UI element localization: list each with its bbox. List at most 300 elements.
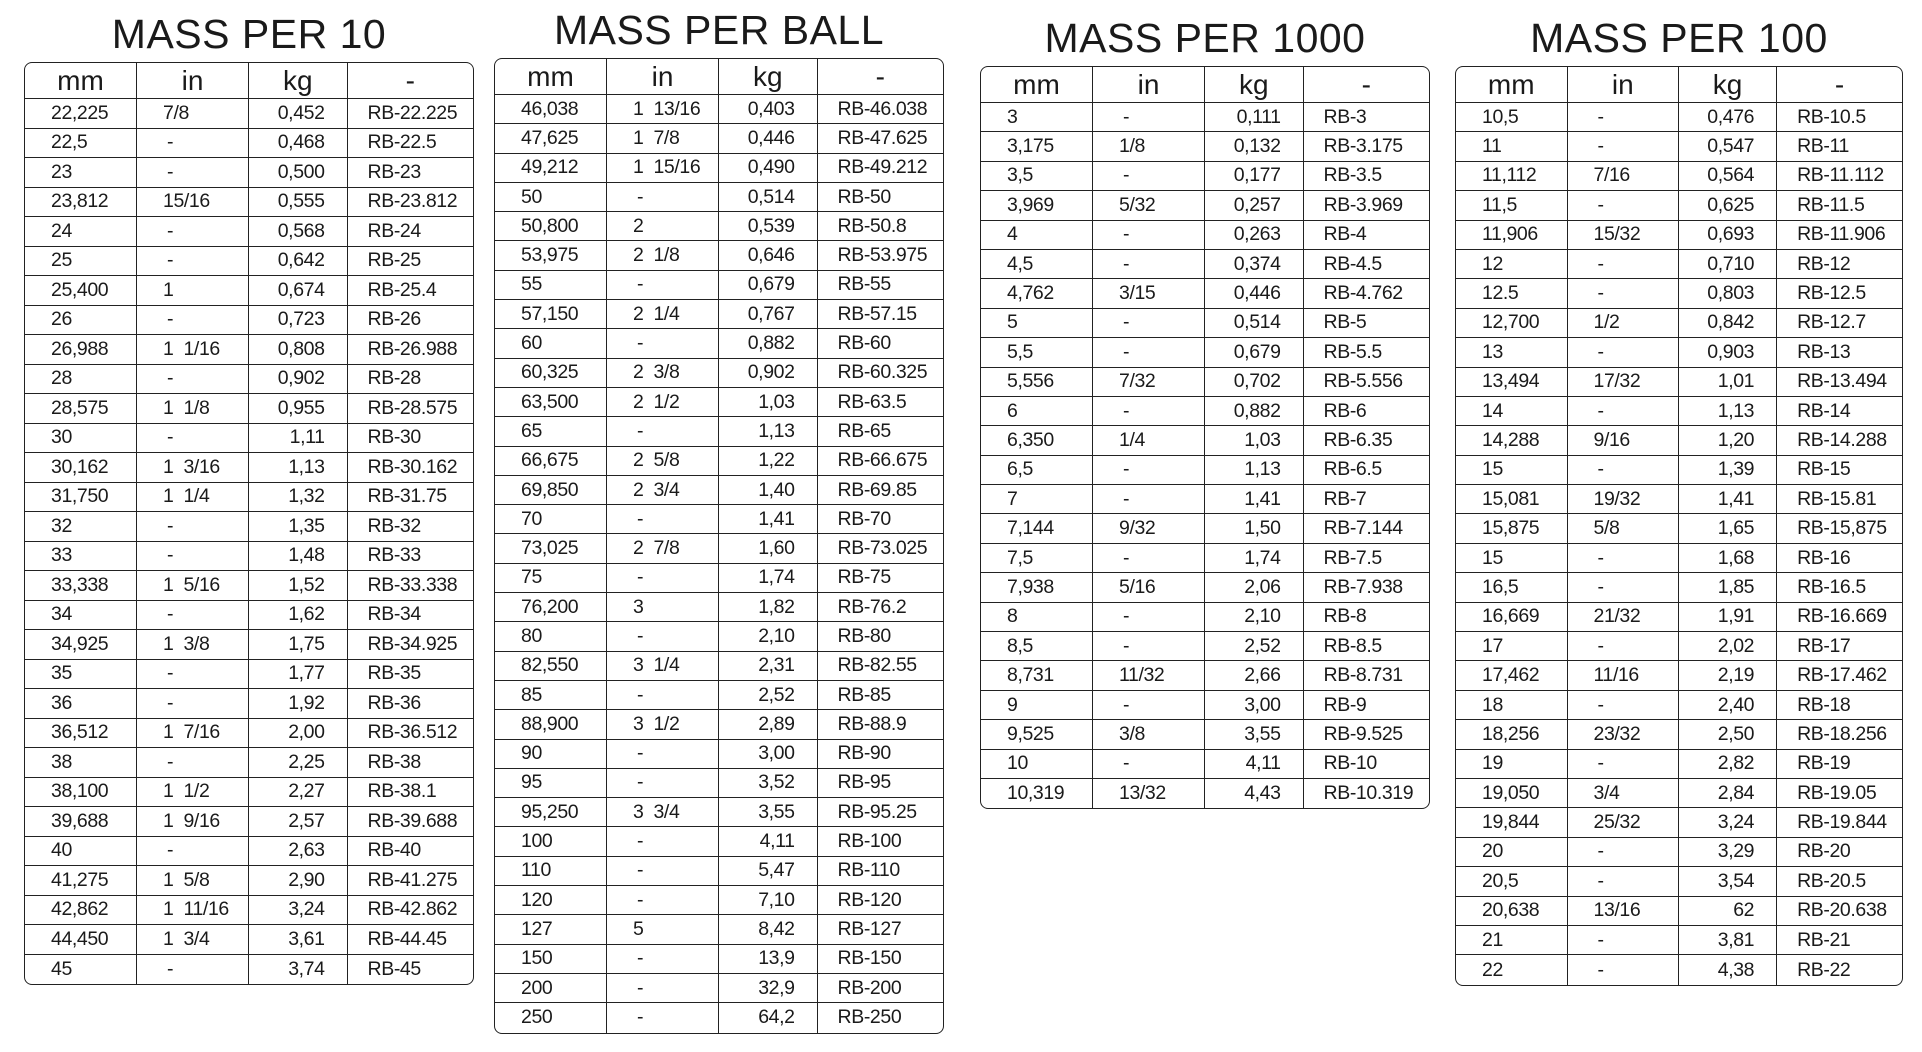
cell-mm: 11,5 [1456,191,1568,219]
cell-mm: 26 [25,306,137,335]
table-row [495,622,943,651]
cell-in: - [607,622,719,650]
cell-code: RB-38.1 [367,780,437,803]
cell-code: RB-7.144 [1323,517,1403,540]
cell-kg: 2,10 [719,622,818,650]
cell-in: 1/2 [1568,309,1680,337]
table-row [1456,103,1902,132]
table-row [981,720,1429,749]
cell-kg: 0,555 [249,188,348,217]
cell-mm: 3,5 [981,162,1093,190]
cell-kg: 3,24 [249,896,348,925]
cell-in: - [1568,691,1680,719]
cell-in: 1/4 [1093,426,1205,454]
cell-code: RB-9.525 [1323,722,1403,745]
cell-mm: 10,5 [1456,103,1568,131]
cell-code: RB-73.025 [837,537,928,560]
cell-code: RB-85 [837,683,891,706]
cell-kg: 1,77 [249,660,348,689]
table-row [1456,279,1902,308]
panel-mass-per-100 [1455,10,1903,986]
cell-mm: 88,900 [495,710,607,738]
cell-in: 5/16 [1093,573,1205,601]
cell-mm: 60 [495,329,607,357]
table-row [1456,485,1902,514]
table-row [1456,573,1902,602]
table-row [25,306,473,336]
cell-code: RB-60 [837,332,891,355]
cell-code: RB-6.35 [1323,428,1393,451]
cell-mm: 46,038 [495,95,607,123]
table-row [25,542,473,572]
cell-in: 1 5/16 [137,571,249,600]
cell-mm: 5 [981,309,1093,337]
cell-in: 15/16 [137,188,249,217]
panel-title: MASS PER 1000 [1044,15,1366,61]
cell-kg: 0,693 [1679,221,1777,249]
cell-in: - [607,886,719,914]
cell-in: 1 [137,276,249,305]
cell-in: - [137,306,249,335]
cell-code: RB-15.81 [1797,487,1877,510]
cell-in: 1 7/16 [137,719,249,748]
cell-mm: 4,762 [981,279,1093,307]
cell-kg: 5,47 [719,857,818,885]
cell-in: - [137,689,249,718]
cell-in: - [1568,397,1680,425]
cell-in: 5 [607,915,719,943]
cell-kg: 0,452 [249,99,348,128]
table-row [25,188,473,218]
cell-kg: 1,41 [1679,485,1777,513]
cell-code: RB-11.112 [1797,164,1884,187]
column-header-kg: kg [1679,67,1777,102]
table-row [1456,720,1902,749]
cell-in: 19/32 [1568,485,1680,513]
cell-kg: 1,68 [1679,544,1777,572]
cell-kg: 7,10 [719,886,818,914]
cell-mm: 41,275 [25,866,137,895]
cell-code: RB-95 [837,771,891,794]
cell-code: RB-57.15 [837,302,917,325]
table-row [1456,867,1902,896]
table-row [981,250,1429,279]
cell-mm: 38 [25,748,137,777]
cell-in: 1/8 [1093,132,1205,160]
cell-mm: 36,512 [25,719,137,748]
cell-mm: 24 [25,217,137,246]
cell-mm: 20,5 [1456,867,1568,895]
cell-code: RB-5 [1323,311,1367,334]
cell-in: - [137,512,249,541]
table-row [495,1003,943,1032]
cell-kg: 0,564 [1679,162,1777,190]
table-row [981,603,1429,632]
table-row [25,719,473,749]
cell-in: 17/32 [1568,368,1680,396]
cell-in: - [1568,338,1680,366]
cell-code: RB-3.969 [1323,193,1403,216]
cell-mm: 12 [1456,250,1568,278]
cell-code: RB-3.175 [1323,135,1403,158]
table-row [1456,603,1902,632]
cell-kg: 3,24 [1679,808,1777,836]
cell-kg: 0,702 [1205,368,1304,396]
cell-code: RB-6 [1323,399,1367,422]
cell-kg: 2,57 [249,807,348,836]
cell-code: RB-33 [367,544,421,567]
table-row [981,426,1429,455]
cell-mm: 82,550 [495,652,607,680]
cell-in: - [1093,691,1205,719]
cell-code: RB-70 [837,507,891,530]
cell-code: RB-13.494 [1797,370,1887,393]
cell-mm: 34 [25,601,137,630]
table-row [495,212,943,241]
cell-kg: 2,31 [719,652,818,680]
cell-kg: 1,39 [1679,456,1777,484]
cell-in: - [1568,250,1680,278]
cell-code: RB-44.45 [367,927,447,950]
cell-mm: 53,975 [495,241,607,269]
cell-in: 15/32 [1568,221,1680,249]
cell-code: RB-10.5 [1797,105,1866,128]
cell-kg: 0,674 [249,276,348,305]
cell-kg: 2,66 [1205,661,1304,689]
table-row [1456,426,1902,455]
table-row [495,681,943,710]
table-row [495,329,943,358]
column-header-mm: mm [25,63,137,98]
column-header-kg: kg [249,63,348,98]
cell-in: 9/16 [1568,426,1680,454]
cell-kg: 1,92 [249,689,348,718]
cell-mm: 25 [25,247,137,276]
cell-mm: 3,175 [981,132,1093,160]
table-header-row [1456,67,1902,103]
cell-in: 2 5/8 [607,447,719,475]
cell-in: 2 3/4 [607,476,719,504]
cell-mm: 18,256 [1456,720,1568,748]
cell-kg: 1,75 [249,630,348,659]
cell-code: RB-75 [837,566,891,589]
cell-kg: 1,11 [249,424,348,453]
cell-mm: 15 [1456,544,1568,572]
cell-mm: 100 [495,827,607,855]
cell-mm: 3,969 [981,191,1093,219]
cell-kg: 0,568 [249,217,348,246]
cell-mm: 15 [1456,456,1568,484]
cell-mm: 7,5 [981,544,1093,572]
cell-mm: 28,575 [25,394,137,423]
cell-in: 7/16 [1568,162,1680,190]
table-row [495,476,943,505]
cell-in: - [607,740,719,768]
table-row [1456,309,1902,338]
table-row [981,691,1429,720]
cell-code: RB-4 [1323,223,1367,246]
cell-mm: 70 [495,505,607,533]
cell-mm: 250 [495,1003,607,1032]
table-row [25,158,473,188]
cell-code: RB-41.275 [367,868,458,891]
cell-mm: 23 [25,158,137,187]
cell-mm: 23,812 [25,188,137,217]
cell-code: RB-12.7 [1797,311,1866,334]
table-row [495,534,943,563]
cell-code: RB-8 [1323,605,1367,628]
cell-in: 1 7/8 [607,124,719,152]
cell-code: RB-22.225 [367,101,458,124]
cell-in: 7/8 [137,99,249,128]
cell-kg: 0,257 [1205,191,1304,219]
cell-in: - [1568,279,1680,307]
cell-kg: 4,43 [1205,779,1304,808]
column-header-mm: mm [495,59,607,94]
table-row [981,632,1429,661]
cell-kg: 1,82 [719,593,818,621]
cell-kg: 0,642 [249,247,348,276]
cell-kg: 2,52 [719,681,818,709]
cell-in: - [607,329,719,357]
cell-code: RB-22.5 [367,131,437,154]
cell-code: RB-26.988 [367,337,458,360]
table-row [495,593,943,622]
cell-code: RB-63.5 [837,390,907,413]
cell-mm: 12,700 [1456,309,1568,337]
cell-code: RB-25 [367,249,421,272]
table-row [981,779,1429,808]
cell-in: 1 3/4 [137,925,249,954]
cell-kg: 2,10 [1205,603,1304,631]
cell-in: 3/15 [1093,279,1205,307]
table-row [25,955,473,985]
cell-mm: 95,250 [495,798,607,826]
cell-mm: 18 [1456,691,1568,719]
cell-mm: 6,350 [981,426,1093,454]
cell-mm: 8,731 [981,661,1093,689]
cell-in: - [137,247,249,276]
cell-in: - [1568,103,1680,131]
table-row [25,689,473,719]
cell-mm: 20 [1456,838,1568,866]
cell-kg: 2,00 [249,719,348,748]
table-row [25,866,473,896]
cell-code: RB-120 [837,888,902,911]
cell-kg: 2,25 [249,748,348,777]
cell-kg: 8,42 [719,915,818,943]
cell-code: RB-10.319 [1323,782,1414,805]
cell-kg: 1,62 [249,601,348,630]
table-row [25,424,473,454]
cell-in: 25/32 [1568,808,1680,836]
cell-mm: 110 [495,857,607,885]
cell-code: RB-50 [837,185,891,208]
cell-kg: 2,90 [249,866,348,895]
cell-kg: 0,710 [1679,250,1777,278]
cell-in: - [137,158,249,187]
cell-in: 13/16 [1568,897,1680,925]
cell-mm: 7,144 [981,514,1093,542]
cell-kg: 32,9 [719,974,818,1002]
cell-code: RB-25.4 [367,278,437,301]
table-row [495,271,943,300]
cell-code: RB-8.5 [1323,634,1382,657]
cell-in: 3/8 [1093,720,1205,748]
table-row [981,162,1429,191]
cell-kg: 0,446 [719,124,818,152]
cell-code: RB-82.55 [837,654,917,677]
table-row [1456,691,1902,720]
cell-mm: 33,338 [25,571,137,600]
cell-mm: 34,925 [25,630,137,659]
cell-code: RB-53.975 [837,244,928,267]
cell-in: 2 3/8 [607,359,719,387]
cell-in: 1 11/16 [137,896,249,925]
cell-mm: 19 [1456,750,1568,778]
cell-mm: 66,675 [495,447,607,475]
cell-code: RB-66.675 [837,449,928,472]
cell-mm: 15,081 [1456,485,1568,513]
cell-kg: 0,955 [249,394,348,423]
table-row [495,95,943,124]
table-row [981,279,1429,308]
cell-code: RB-20 [1797,840,1851,863]
cell-code: RB-55 [837,273,891,296]
cell-mm: 7 [981,485,1093,513]
cell-kg: 0,539 [719,212,818,240]
mass-table [1455,66,1903,986]
cell-mm: 69,850 [495,476,607,504]
panel-title: MASS PER BALL [553,7,885,53]
cell-kg: 0,646 [719,241,818,269]
cell-in: 1 1/4 [137,483,249,512]
column-header-in: in [1568,67,1680,102]
cell-in: - [1568,926,1680,954]
cell-mm: 11 [1456,132,1568,160]
cell-kg: 1,85 [1679,573,1777,601]
cell-in: 5/8 [1568,514,1680,542]
table-header-row [25,63,473,99]
cell-in: - [1568,750,1680,778]
cell-mm: 10,319 [981,779,1093,808]
cell-kg: 0,514 [1205,309,1304,337]
cell-code: RB-3 [1323,105,1367,128]
cell-kg: 0,842 [1679,309,1777,337]
cell-code: RB-80 [837,624,891,647]
cell-mm: 12.5 [1456,279,1568,307]
table-row [1456,250,1902,279]
table-row [1456,456,1902,485]
cell-in: - [607,505,719,533]
cell-in: - [137,601,249,630]
cell-code: RB-4.762 [1323,282,1403,305]
cell-kg: 3,52 [719,769,818,797]
cell-code: RB-19 [1797,752,1851,775]
cell-kg: 3,00 [1205,691,1304,719]
cell-kg: 3,61 [249,925,348,954]
table-row [981,221,1429,250]
panel-mass-per-10 [24,6,474,985]
cell-mm: 150 [495,945,607,973]
column-header-code: - [1834,68,1845,100]
panel-title: MASS PER 100 [1530,15,1828,61]
cell-code: RB-20.5 [1797,869,1866,892]
table-row [25,129,473,159]
cell-code: RB-4.5 [1323,252,1382,275]
cell-kg: 1,13 [249,453,348,482]
cell-in: - [1568,838,1680,866]
cell-code: RB-150 [837,947,902,970]
cell-kg: 1,40 [719,476,818,504]
cell-kg: 3,55 [1205,720,1304,748]
cell-mm: 25,400 [25,276,137,305]
cell-in: 2 [607,212,719,240]
table-row [981,309,1429,338]
panel-mass-per-1000 [980,10,1430,809]
cell-kg: 1,03 [719,388,818,416]
table-row [1456,632,1902,661]
table-row [495,974,943,1003]
cell-mm: 20,638 [1456,897,1568,925]
cell-code: RB-7.5 [1323,546,1382,569]
mass-table [494,58,944,1034]
cell-kg: 0,767 [719,300,818,328]
cell-mm: 49,212 [495,154,607,182]
cell-in: 1 13/16 [607,95,719,123]
table-row [1456,191,1902,220]
table-row [1456,368,1902,397]
cell-code: RB-26 [367,308,421,331]
cell-code: RB-40 [367,839,421,862]
cell-mm: 8,5 [981,632,1093,660]
cell-kg: 0,882 [1205,397,1304,425]
cell-code: RB-16.5 [1797,575,1866,598]
cell-code: RB-17 [1797,634,1851,657]
table-row [25,925,473,955]
cell-kg: 2,50 [1679,720,1777,748]
cell-in: 5/32 [1093,191,1205,219]
cell-in: - [1093,338,1205,366]
column-header-in: in [137,63,249,98]
cell-mm: 57,150 [495,300,607,328]
cell-kg: 2,02 [1679,632,1777,660]
cell-kg: 1,74 [719,564,818,592]
table-row [25,335,473,365]
cell-in: 1 15/16 [607,154,719,182]
cell-in: - [137,542,249,571]
cell-kg: 1,32 [249,483,348,512]
cell-in: - [1568,867,1680,895]
cell-kg: 0,882 [719,329,818,357]
cell-mm: 9,525 [981,720,1093,748]
cell-kg: 2,19 [1679,661,1777,689]
cell-mm: 6,5 [981,456,1093,484]
cell-mm: 120 [495,886,607,914]
cell-kg: 0,111 [1205,103,1304,131]
table-header-row [981,67,1429,103]
column-header-code: - [1361,68,1371,100]
cell-mm: 26,988 [25,335,137,364]
cell-kg: 13,9 [719,945,818,973]
cell-mm: 15,875 [1456,514,1568,542]
cell-kg: 3,29 [1679,838,1777,866]
cell-mm: 65 [495,417,607,445]
cell-mm: 50,800 [495,212,607,240]
column-header-mm: mm [981,67,1093,102]
cell-kg: 1,13 [1205,456,1304,484]
cell-code: RB-39.688 [367,809,458,832]
